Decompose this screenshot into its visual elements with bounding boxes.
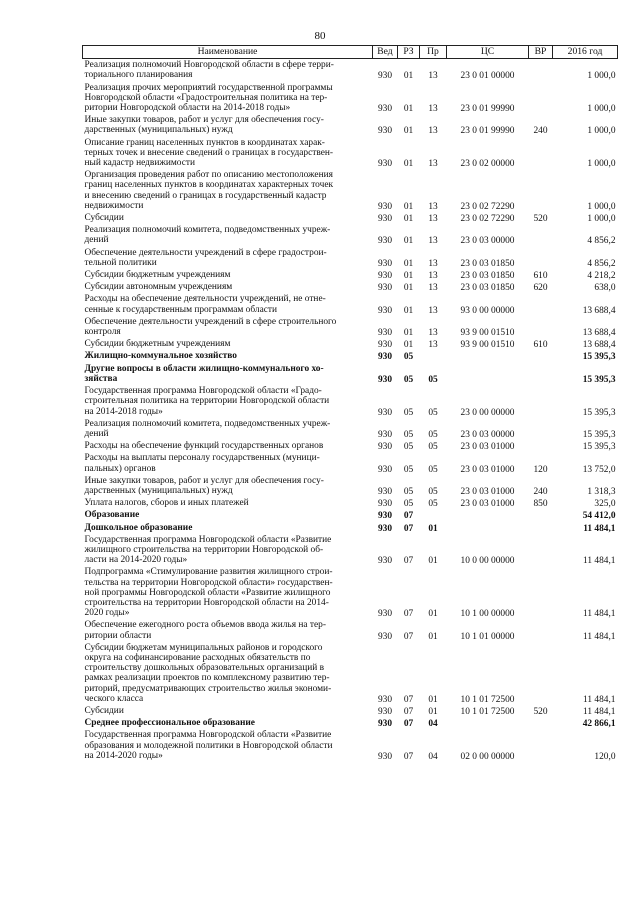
row-vr: 120 bbox=[533, 464, 548, 475]
row-amount: 15 395,3 bbox=[582, 429, 616, 440]
row-name: Субсидии bbox=[84, 213, 124, 224]
row-pr: 01 bbox=[428, 523, 438, 534]
row-name: Среднее профессиональное образование bbox=[84, 718, 255, 729]
table-row bbox=[83, 363, 618, 385]
table-row bbox=[83, 385, 618, 418]
row-cs: 93 9 00 01510 bbox=[460, 328, 515, 339]
table-row bbox=[83, 82, 618, 115]
row-cs: 10 1 01 72500 bbox=[460, 706, 515, 717]
row-amount: 1 000,0 bbox=[587, 201, 616, 212]
table-row bbox=[83, 705, 618, 717]
row-pr: 05 bbox=[428, 429, 438, 440]
row-rz: 05 bbox=[403, 464, 414, 475]
row-pr: 05 bbox=[428, 407, 438, 418]
row-vr bbox=[529, 440, 553, 452]
table-row bbox=[83, 717, 618, 729]
row-ved: 930 bbox=[377, 751, 393, 762]
row-ved: 930 bbox=[377, 464, 393, 475]
row-rz: 07 bbox=[403, 609, 414, 620]
row-name: Расходы на обеспечение деятельности учреждений, не отне- сенные к государственным программам области bbox=[84, 294, 326, 315]
row-vr bbox=[529, 619, 553, 641]
row-amount: 15 395,3 bbox=[582, 407, 616, 418]
table-row bbox=[83, 619, 618, 641]
row-cs bbox=[447, 363, 529, 385]
row-ved: 930 bbox=[377, 328, 393, 339]
row-cs: 23 0 03 01850 bbox=[460, 258, 515, 269]
row-amount: 1 000,0 bbox=[587, 104, 616, 115]
row-amount: 11 484,1 bbox=[583, 609, 616, 620]
row-amount: 325,0 bbox=[594, 499, 616, 510]
row-amount: 1 318,3 bbox=[587, 486, 616, 497]
row-vr bbox=[529, 59, 553, 82]
row-cs: 23 0 02 00000 bbox=[460, 159, 515, 170]
row-vr bbox=[529, 385, 553, 418]
row-ved: 930 bbox=[377, 511, 393, 522]
row-cs: 93 9 00 01510 bbox=[460, 340, 515, 351]
row-pr: 01 bbox=[428, 706, 438, 717]
row-amount: 15 395,3 bbox=[582, 442, 616, 453]
row-rz: 05 bbox=[403, 499, 414, 510]
row-rz: 01 bbox=[403, 305, 414, 316]
table-row bbox=[83, 418, 618, 440]
row-ved: 930 bbox=[377, 71, 393, 82]
row-vr bbox=[529, 522, 553, 534]
table-row bbox=[83, 534, 618, 567]
table-row bbox=[83, 350, 618, 362]
row-name: Иные закупки товаров, работ и услуг для обеспечения госу- дарственных (муниципальных) нужд bbox=[84, 115, 324, 136]
row-vr bbox=[529, 224, 553, 246]
row-amount: 4 856,2 bbox=[587, 236, 616, 247]
row-amount: 42 866,1 bbox=[582, 719, 616, 730]
row-cs: 23 0 02 72290 bbox=[460, 214, 515, 225]
row-amount: 120,0 bbox=[594, 751, 616, 762]
row-ved: 930 bbox=[377, 374, 393, 385]
row-amount: 11 484,1 bbox=[583, 556, 616, 567]
page-number: 80 bbox=[314, 30, 326, 42]
row-name: Реализация полномочий комитета, подведомственных учреж- дений bbox=[84, 418, 331, 439]
row-rz: 01 bbox=[403, 236, 414, 247]
row-vr: 850 bbox=[533, 499, 548, 510]
row-rz: 07 bbox=[403, 556, 414, 567]
row-ved: 930 bbox=[377, 258, 393, 269]
row-rz: 01 bbox=[403, 126, 414, 137]
row-amount: 1 000,0 bbox=[587, 71, 616, 82]
row-rz: 01 bbox=[403, 328, 414, 339]
row-rz: 05 bbox=[403, 442, 414, 453]
row-name: Обеспечение деятельности учреждений в сфере градострои- тельной политики bbox=[84, 247, 327, 268]
row-ved: 930 bbox=[377, 104, 393, 115]
row-pr: 05 bbox=[428, 499, 438, 510]
row-ved: 930 bbox=[377, 556, 393, 567]
row-rz: 01 bbox=[403, 271, 414, 282]
row-ved: 930 bbox=[377, 214, 393, 225]
row-vr: 520 bbox=[533, 214, 548, 225]
row-ved: 930 bbox=[377, 706, 393, 717]
table-row bbox=[83, 281, 618, 293]
table-body bbox=[83, 59, 618, 762]
row-amount: 4 218,2 bbox=[587, 271, 616, 282]
row-rz: 07 bbox=[403, 719, 414, 730]
row-ved: 930 bbox=[377, 631, 393, 642]
row-name: Уплата налогов, сборов и иных платежей bbox=[84, 498, 249, 509]
row-pr: 01 bbox=[428, 694, 438, 705]
row-amount: 4 856,2 bbox=[587, 258, 616, 269]
row-ved: 930 bbox=[377, 236, 393, 247]
row-amount: 11 484,1 bbox=[583, 523, 616, 534]
row-rz: 07 bbox=[403, 631, 414, 642]
row-vr bbox=[529, 642, 553, 705]
row-pr: 13 bbox=[428, 271, 438, 282]
row-name: Расходы на выплаты персоналу государственных (муници- пальных) органов bbox=[84, 453, 320, 474]
row-rz: 01 bbox=[403, 258, 414, 269]
row-pr: 01 bbox=[428, 556, 438, 567]
row-rz: 05 bbox=[403, 407, 414, 418]
row-ved: 930 bbox=[377, 126, 393, 137]
row-amount: 11 484,1 bbox=[583, 631, 616, 642]
row-cs: 10 1 00 00000 bbox=[460, 609, 515, 620]
row-vr: 620 bbox=[533, 283, 548, 294]
table-row bbox=[83, 522, 618, 534]
row-pr bbox=[420, 350, 447, 362]
row-cs bbox=[447, 522, 529, 534]
row-pr: 13 bbox=[428, 258, 438, 269]
row-ved: 930 bbox=[377, 442, 393, 453]
row-vr bbox=[529, 82, 553, 115]
row-name: Субсидии bbox=[84, 705, 124, 716]
row-vr: 610 bbox=[533, 271, 548, 282]
row-rz: 01 bbox=[403, 159, 414, 170]
row-rz: 07 bbox=[403, 523, 414, 534]
table-row bbox=[83, 566, 618, 619]
row-cs: 23 0 03 01000 bbox=[460, 464, 515, 475]
row-name: Государственная программа Новгородской области «Градо- строительная политика на территории Новгородской области на 2014-2018 годы» bbox=[84, 386, 330, 417]
row-pr: 13 bbox=[428, 104, 438, 115]
row-rz: 07 bbox=[403, 751, 414, 762]
row-name: Реализация полномочий Новгородской области в сфере терри- ториального планирования bbox=[84, 60, 334, 81]
row-pr: 05 bbox=[428, 486, 438, 497]
header-pr: Пр bbox=[420, 46, 447, 59]
row-vr bbox=[529, 717, 553, 729]
row-cs: 10 1 01 72500 bbox=[460, 694, 515, 705]
row-vr bbox=[529, 534, 553, 567]
row-vr: 240 bbox=[533, 126, 548, 137]
row-pr: 13 bbox=[428, 340, 438, 351]
row-amount: 1 000,0 bbox=[587, 159, 616, 170]
row-vr bbox=[529, 316, 553, 338]
row-rz: 01 bbox=[403, 104, 414, 115]
row-name: Дошкольное образование bbox=[84, 522, 193, 533]
table-row bbox=[83, 212, 618, 224]
table-row bbox=[83, 440, 618, 452]
row-vr bbox=[529, 169, 553, 212]
table-row bbox=[83, 137, 618, 170]
row-pr: 01 bbox=[428, 609, 438, 620]
row-pr: 13 bbox=[428, 214, 438, 225]
row-pr: 05 bbox=[428, 464, 438, 475]
header-vr: ВР bbox=[529, 46, 553, 59]
row-vr bbox=[529, 363, 553, 385]
table-row bbox=[83, 293, 618, 315]
row-amount: 1 000,0 bbox=[587, 214, 616, 225]
row-cs: 23 0 00 00000 bbox=[460, 407, 515, 418]
row-vr bbox=[529, 247, 553, 269]
row-amount: 54 412,0 bbox=[582, 511, 616, 522]
row-name: Субсидии автономным учреждениям bbox=[84, 282, 233, 293]
row-vr bbox=[529, 350, 553, 362]
table-header bbox=[83, 46, 618, 59]
row-pr: 04 bbox=[428, 751, 438, 762]
row-ved: 930 bbox=[377, 609, 393, 620]
header-cs: ЦС bbox=[447, 46, 529, 59]
row-cs: 10 1 01 00000 bbox=[460, 631, 515, 642]
row-name: Образование bbox=[84, 510, 140, 521]
header-ved: Вед bbox=[373, 46, 398, 59]
row-ved: 930 bbox=[377, 159, 393, 170]
table-row bbox=[83, 642, 618, 705]
row-name: Иные закупки товаров, работ и услуг для обеспечения госу- дарственных (муниципальных) нужд bbox=[84, 475, 324, 496]
row-cs: 23 0 03 01850 bbox=[460, 283, 515, 294]
row-cs: 23 0 02 72290 bbox=[460, 201, 515, 212]
row-ved: 930 bbox=[377, 271, 393, 282]
row-name: Реализация прочих мероприятий государственной программы Новгородской области «Градостроительная политика на тер- ритории Новгородской области на 2014-2018 годы» bbox=[84, 82, 333, 114]
row-rz: 01 bbox=[403, 214, 414, 225]
row-cs: 23 0 03 01000 bbox=[460, 442, 515, 453]
table-row bbox=[83, 497, 618, 509]
header-amount: 2016 год bbox=[553, 46, 618, 59]
row-vr: 610 bbox=[533, 340, 548, 351]
row-name: Жилищно-коммунальное хозяйство bbox=[84, 351, 237, 362]
row-ved: 930 bbox=[377, 719, 393, 730]
row-amount: 1 000,0 bbox=[587, 126, 616, 137]
row-rz: 07 bbox=[403, 511, 414, 522]
row-ved: 930 bbox=[377, 694, 393, 705]
row-cs bbox=[447, 509, 529, 521]
row-pr: 13 bbox=[428, 283, 438, 294]
row-name: Описание границ населенных пунктов в координатах харак- терных точек и внесение сведений о границах в государствен- ный кадастр недвижимости bbox=[84, 137, 334, 169]
row-rz: 01 bbox=[403, 201, 414, 212]
table-row bbox=[83, 224, 618, 246]
row-pr: 13 bbox=[428, 71, 438, 82]
row-name: Обеспечение ежегодного роста объемов ввода жилья на тер- ритории области bbox=[84, 620, 326, 641]
row-ved: 930 bbox=[377, 429, 393, 440]
row-vr bbox=[529, 137, 553, 170]
row-rz: 01 bbox=[403, 283, 414, 294]
row-amount: 13 688,4 bbox=[582, 305, 616, 316]
table-row bbox=[83, 59, 618, 82]
header-rz: РЗ bbox=[398, 46, 420, 59]
row-pr: 13 bbox=[428, 328, 438, 339]
row-pr bbox=[420, 509, 447, 521]
row-cs: 23 0 03 00000 bbox=[460, 236, 515, 247]
row-name: Расходы на обеспечение функций государственных органов bbox=[84, 441, 324, 452]
row-amount: 13 688,4 bbox=[582, 340, 616, 351]
row-vr bbox=[529, 418, 553, 440]
row-rz: 01 bbox=[403, 340, 414, 351]
row-name: Субсидии бюджетам муниципальных районов и городского округа на софинансирование расходных обязательств по строительству дошкольных образовательных организаций в рамках реализации проектов по комплексному развитию тер- риторий, предусматривающих строительство жилья экономи- ческого класса bbox=[84, 642, 332, 704]
row-cs: 23 0 01 99990 bbox=[460, 104, 515, 115]
row-pr: 05 bbox=[428, 442, 438, 453]
row-cs: 23 0 03 01000 bbox=[460, 486, 515, 497]
row-cs: 02 0 00 00000 bbox=[460, 751, 515, 762]
row-cs: 93 0 00 00000 bbox=[460, 305, 515, 316]
row-pr: 13 bbox=[428, 201, 438, 212]
row-name: Другие вопросы в области жилищно-коммунального хо- зяйства bbox=[84, 363, 324, 384]
row-vr: 520 bbox=[533, 706, 548, 717]
row-ved: 930 bbox=[377, 201, 393, 212]
row-rz: 05 bbox=[403, 374, 414, 385]
row-name: Обеспечение деятельности учреждений в сфере строительного контроля bbox=[84, 316, 337, 338]
row-cs: 23 0 03 00000 bbox=[460, 429, 515, 440]
row-pr: 13 bbox=[428, 159, 438, 170]
table-row bbox=[83, 509, 618, 521]
table-row bbox=[83, 452, 618, 474]
row-pr: 13 bbox=[428, 305, 438, 316]
table-row bbox=[83, 475, 618, 497]
row-name: Государственная программа Новгородской области «Развитие образования и молодежной политики в Новгородской области на 2014-2020 годы» bbox=[84, 730, 333, 761]
row-cs bbox=[447, 350, 529, 362]
row-ved: 930 bbox=[377, 340, 393, 351]
row-pr: 01 bbox=[428, 631, 438, 642]
row-amount: 638,0 bbox=[594, 283, 616, 294]
row-cs: 23 0 01 00000 bbox=[460, 71, 515, 82]
row-ved: 930 bbox=[377, 499, 393, 510]
row-rz: 05 bbox=[403, 486, 414, 497]
table-row bbox=[83, 316, 618, 338]
row-amount: 13 752,0 bbox=[582, 464, 616, 475]
row-pr: 04 bbox=[428, 719, 438, 730]
row-pr: 05 bbox=[428, 374, 438, 385]
row-amount: 15 395,3 bbox=[582, 374, 616, 385]
row-ved: 930 bbox=[377, 486, 393, 497]
row-amount: 13 688,4 bbox=[582, 328, 616, 339]
row-rz: 05 bbox=[403, 429, 414, 440]
row-cs bbox=[447, 717, 529, 729]
row-pr: 13 bbox=[428, 236, 438, 247]
row-amount: 11 484,1 bbox=[583, 706, 616, 717]
row-vr bbox=[529, 293, 553, 315]
row-vr: 240 bbox=[533, 486, 548, 497]
row-name: Реализация полномочий комитета, подведомственных учреж- дений bbox=[84, 225, 331, 246]
row-name: Подпрограмма «Стимулирование развития жилищного строи- тельства на территории Новгородской области» государствен- ной программы Новгородской области «Развитие жилищного строительства на территории Новгородской области на 2014- 2020 годы» bbox=[84, 567, 333, 619]
row-vr bbox=[529, 509, 553, 521]
header-name: Наименование bbox=[83, 46, 373, 59]
row-rz: 01 bbox=[403, 71, 414, 82]
row-name: Субсидии бюджетным учреждениям bbox=[84, 270, 231, 281]
row-ved: 930 bbox=[377, 283, 393, 294]
table-row bbox=[83, 169, 618, 212]
row-cs: 10 0 00 00000 bbox=[460, 556, 515, 567]
row-pr: 13 bbox=[428, 126, 438, 137]
table-row bbox=[83, 269, 618, 281]
row-name: Государственная программа Новгородской области «Развитие жилищного строительства на территории Новгородской об- ласти на 2014-2020 годы» bbox=[84, 534, 332, 566]
table-row bbox=[83, 729, 618, 762]
row-cs: 23 0 03 01850 bbox=[460, 271, 515, 282]
row-ved: 930 bbox=[377, 352, 393, 363]
row-amount: 15 395,3 bbox=[582, 352, 616, 363]
table-row bbox=[83, 114, 618, 136]
budget-table bbox=[82, 45, 618, 762]
row-cs: 23 0 03 01000 bbox=[460, 499, 515, 510]
row-name: Организация проведения работ по описанию местоположения границ населенных пунктов в координатах характерных точек и внесению сведений о границах в государственный кадастр недвижимости bbox=[84, 170, 334, 211]
row-amount: 11 484,1 bbox=[583, 694, 616, 705]
row-ved: 930 bbox=[377, 305, 393, 316]
row-vr bbox=[529, 566, 553, 619]
row-rz: 07 bbox=[403, 694, 414, 705]
row-name: Субсидии бюджетным учреждениям bbox=[84, 339, 231, 350]
row-rz: 05 bbox=[403, 352, 414, 363]
row-cs: 23 0 01 99990 bbox=[460, 126, 515, 137]
table-row bbox=[83, 247, 618, 269]
row-ved: 930 bbox=[377, 407, 393, 418]
table-row bbox=[83, 338, 618, 350]
row-ved: 930 bbox=[377, 523, 393, 534]
row-rz: 07 bbox=[403, 706, 414, 717]
row-vr bbox=[529, 729, 553, 762]
